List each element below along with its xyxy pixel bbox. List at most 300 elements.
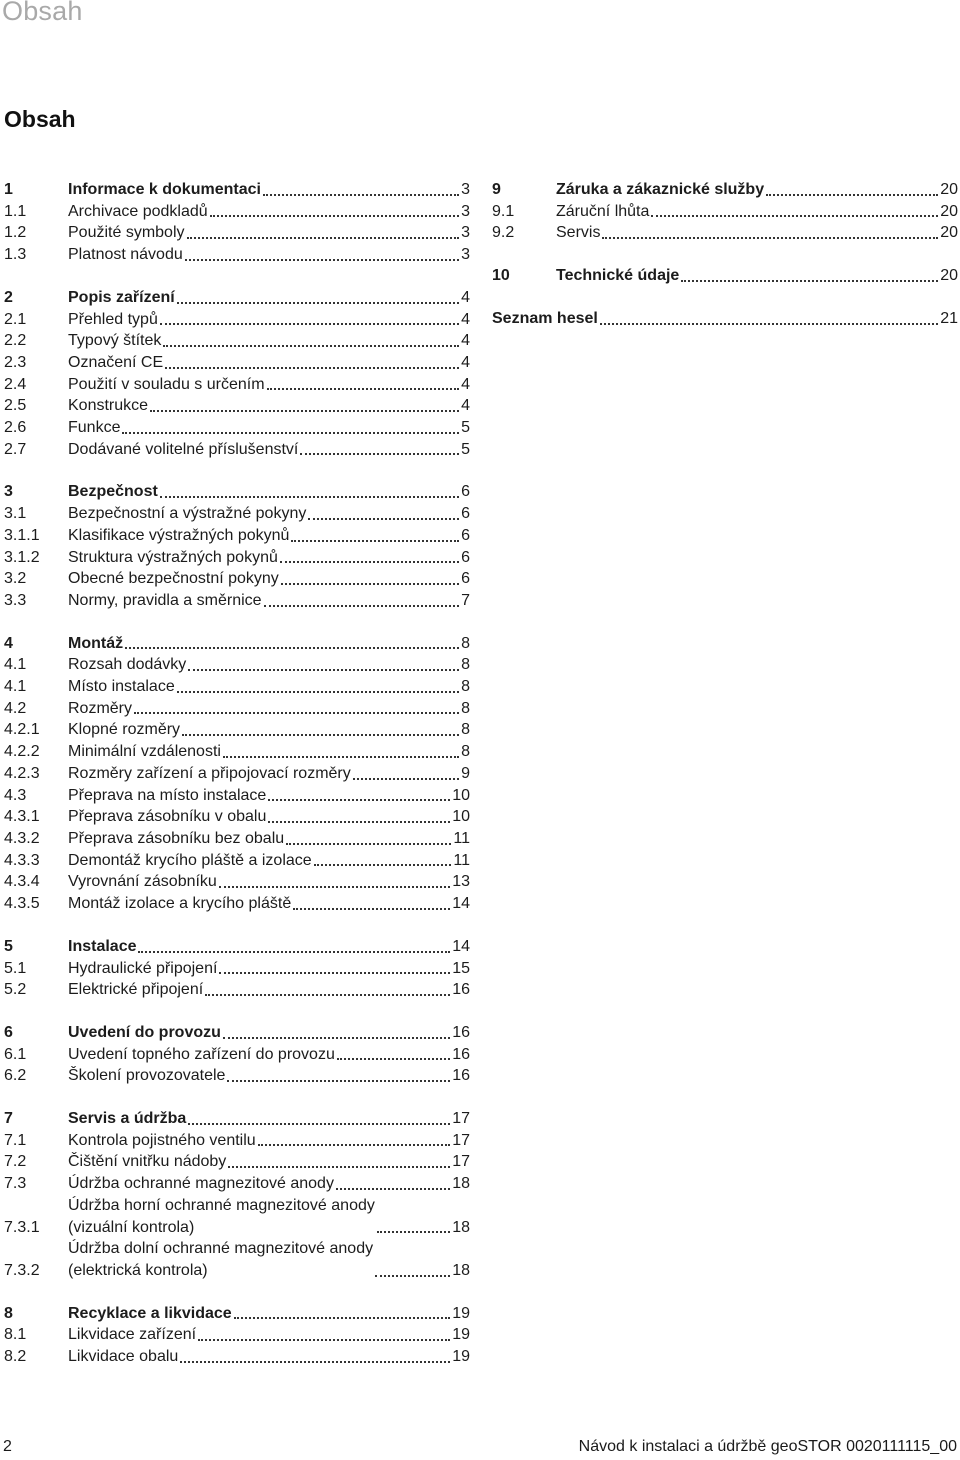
toc-page-number: 4 — [461, 288, 470, 306]
toc-entry[interactable] — [4, 1346, 470, 1368]
toc-chapter[interactable] — [492, 179, 958, 201]
toc-entry-text: Montáž — [68, 634, 124, 652]
toc-entry-text: Likvidace zařízení — [68, 1326, 197, 1344]
toc-page-number: 6 — [461, 505, 470, 523]
toc-entry-number: 2.5 — [4, 397, 27, 415]
toc-page-number: 20 — [940, 202, 958, 220]
toc-section — [4, 1022, 470, 1087]
toc-entry-label — [68, 525, 470, 547]
toc-entry-number: 2.6 — [4, 419, 27, 437]
toc-entry-number: 7.2 — [4, 1153, 27, 1171]
toc-entry[interactable] — [4, 439, 470, 461]
toc-entry-label — [68, 719, 470, 741]
toc-entry-number: 4.2.1 — [4, 721, 40, 739]
dot-leader — [187, 237, 460, 239]
toc-entry-label — [68, 1022, 470, 1044]
toc-entry-label — [68, 1130, 470, 1152]
toc-entry-number: 1.1 — [4, 202, 27, 220]
toc-page-number: 11 — [453, 851, 470, 869]
toc-entry-text: Technické údaje — [556, 267, 680, 285]
toc-entry-number: 1 — [4, 181, 13, 198]
toc-section — [4, 633, 470, 915]
toc-left-column — [4, 179, 470, 1389]
dot-leader — [268, 799, 450, 801]
toc-entry-label — [68, 590, 470, 612]
toc-entry[interactable] — [4, 222, 470, 244]
toc-entry[interactable] — [4, 201, 470, 223]
toc-entry-text: Normy, pravidla a směrnice — [68, 591, 262, 609]
toc-entry[interactable] — [4, 763, 470, 785]
dot-leader — [227, 1080, 450, 1082]
toc-entry-label — [68, 439, 470, 461]
toc-page-number: 8 — [461, 699, 470, 717]
toc-entry-number: 5.1 — [4, 959, 27, 977]
dot-leader — [188, 669, 459, 671]
toc-entry-text: Seznam hesel — [492, 309, 598, 327]
toc-page-number: 14 — [452, 937, 470, 955]
dot-leader — [219, 886, 450, 888]
toc-entry[interactable] — [4, 503, 470, 525]
toc-chapter[interactable] — [492, 308, 958, 330]
toc-entry-text: Označení CE — [68, 353, 164, 371]
dot-leader — [268, 821, 450, 823]
toc-entry[interactable] — [4, 568, 470, 590]
toc-entry-text: Záruční lhůta — [556, 202, 650, 220]
toc-entry-text: Klasifikace výstražných pokynů — [68, 526, 290, 544]
toc-page-number: 8 — [461, 656, 470, 674]
toc-entry-number: 7.3 — [4, 1175, 27, 1193]
toc-entry-text: Popis zařízení — [68, 288, 175, 306]
toc-entry-text: Klopné rozměry — [68, 721, 181, 739]
toc-entry[interactable] — [4, 1324, 470, 1346]
dot-leader — [219, 972, 450, 974]
toc-entry-number: 1.2 — [4, 224, 27, 242]
dot-leader — [205, 994, 450, 996]
toc-entry-text: Rozsah dodávky — [68, 656, 187, 674]
dot-leader — [234, 1317, 451, 1319]
toc-page-number: 5 — [461, 440, 470, 458]
toc-page-number: 3 — [461, 181, 470, 198]
toc-page-number: 18 — [452, 1261, 470, 1279]
toc-entry-number: 4.3.5 — [4, 895, 40, 913]
toc-entry-text: Údržba horní ochranné magnezitové anody (vizuální kontrola) — [68, 1196, 375, 1236]
toc-entry-label — [68, 568, 470, 590]
toc-page-number: 18 — [452, 1175, 470, 1193]
toc-entry-label — [68, 785, 470, 807]
toc-entry-text: Kontrola pojistného ventilu — [68, 1131, 256, 1149]
dot-leader — [314, 864, 452, 866]
toc-entry-number: 1.3 — [4, 246, 27, 264]
toc-entry-label — [68, 287, 470, 309]
toc-entry-label — [68, 503, 470, 525]
dot-leader — [228, 1166, 450, 1168]
toc-entry-number: 4.2.3 — [4, 764, 40, 782]
toc-entry-text: Přeprava na místo instalace — [68, 786, 267, 804]
toc-entry[interactable] — [4, 590, 470, 612]
toc-entry[interactable] — [4, 654, 470, 676]
dot-leader — [651, 215, 938, 217]
toc-entry-number: 4.3.3 — [4, 851, 40, 869]
toc-entry-label — [68, 201, 470, 223]
toc-entry-label — [68, 1324, 470, 1346]
toc-right-column — [492, 179, 958, 351]
toc-entry-text: Použití v souladu s určením — [68, 375, 265, 393]
toc-page-number: 17 — [452, 1110, 470, 1128]
dot-leader — [280, 561, 459, 563]
toc-page-number: 21 — [940, 309, 958, 327]
toc-entry-number: 3.2 — [4, 570, 27, 588]
toc-entry-text: Konstrukce — [68, 397, 149, 415]
toc-entry-label — [68, 936, 470, 958]
toc-entry[interactable] — [4, 698, 470, 720]
toc-section — [4, 936, 470, 1001]
toc-entry-number: 4.1 — [4, 678, 27, 696]
toc-entry[interactable] — [4, 417, 470, 439]
toc-entry-text: Typový štítek — [68, 332, 162, 350]
dot-leader — [291, 540, 459, 542]
toc-entry[interactable] — [4, 719, 470, 741]
toc-entry-number: 3.3 — [4, 591, 27, 609]
toc-entry-label — [68, 633, 470, 655]
toc-entry-text: Elektrické připojení — [68, 981, 204, 999]
toc-entry-number: 2.7 — [4, 440, 27, 458]
toc-entry[interactable] — [4, 547, 470, 569]
toc-entry[interactable] — [4, 525, 470, 547]
toc-entry-number: 3.1.1 — [4, 526, 40, 544]
dot-leader — [182, 734, 459, 736]
toc-entry-label — [68, 1346, 470, 1368]
toc-entry-label — [492, 308, 958, 330]
toc-entry-text: Archivace podkladů — [68, 202, 208, 220]
dot-leader — [160, 323, 459, 325]
dot-leader — [375, 1275, 450, 1277]
toc-entry-label — [68, 741, 470, 763]
toc-entry-text: Dodávané volitelné příslušenství — [68, 440, 299, 458]
dot-leader — [264, 605, 460, 607]
toc-entry[interactable] — [4, 828, 470, 850]
toc-page-number: 16 — [452, 981, 470, 999]
toc-entry-number: 6.2 — [4, 1067, 27, 1085]
toc-entry[interactable] — [4, 1238, 470, 1281]
toc-page-number: 10 — [452, 808, 470, 826]
toc-entry-label — [68, 698, 470, 720]
toc-entry-label — [68, 850, 470, 872]
toc-entry[interactable] — [4, 395, 470, 417]
toc-section — [492, 308, 958, 330]
toc-entry-number: 7.3.2 — [4, 1261, 40, 1279]
dot-leader — [267, 388, 460, 390]
toc-chapter[interactable] — [492, 265, 958, 287]
toc-section — [4, 481, 470, 611]
dot-leader — [766, 194, 938, 196]
toc-entry-text: Vyrovnání zásobníku — [68, 873, 217, 891]
toc-entry-number: 4.2.2 — [4, 743, 40, 761]
toc-chapter[interactable] — [4, 1108, 470, 1130]
toc-entry-label — [68, 309, 470, 331]
toc-entry-number: 3 — [4, 483, 13, 501]
toc-entry-label — [556, 179, 958, 201]
toc-page-number: 15 — [452, 959, 470, 977]
toc-page-number: 3 — [461, 224, 470, 242]
toc-page-number: 20 — [940, 181, 958, 198]
toc-chapter[interactable] — [4, 633, 470, 655]
dot-leader — [138, 951, 450, 953]
toc-entry[interactable] — [4, 850, 470, 872]
toc-entry-number: 9.2 — [492, 224, 515, 242]
toc-entry-text: Montáž izolace a krycího pláště — [68, 895, 292, 913]
toc-entry-text: Servis a údržba — [68, 1110, 187, 1128]
toc-entry[interactable] — [4, 374, 470, 396]
toc-entry[interactable] — [4, 330, 470, 352]
toc-entry-number: 7.1 — [4, 1131, 27, 1149]
toc-page-number: 6 — [461, 570, 470, 588]
dot-leader — [602, 237, 938, 239]
toc-section — [4, 1303, 470, 1368]
toc-entry-label — [68, 979, 470, 1001]
toc-entry-text: Záruka a zákaznické služby — [556, 181, 765, 198]
toc-entry-text: Recyklace a likvidace — [68, 1304, 232, 1322]
toc-entry-number: 4.3 — [4, 786, 27, 804]
dot-leader — [198, 1339, 450, 1341]
page-title: Obsah — [4, 106, 76, 132]
toc-page-number: 4 — [461, 353, 470, 371]
dot-leader — [163, 345, 459, 347]
toc-entry-number: 8.2 — [4, 1348, 27, 1366]
toc-section — [492, 265, 958, 287]
toc-entry[interactable] — [4, 352, 470, 374]
toc-page-number: 6 — [461, 548, 470, 566]
toc-entry-label — [68, 352, 470, 374]
toc-entry-number: 3.1.2 — [4, 548, 40, 566]
dot-leader — [308, 518, 459, 520]
toc-entry-text: Údržba dolní ochranné magnezitové anody (elektrická kontrola) — [68, 1240, 374, 1279]
toc-entry-text: Rozměry zařízení a připojovací rozměry — [68, 764, 351, 782]
toc-entry-label — [68, 763, 470, 785]
toc-entry-number: 8 — [4, 1304, 13, 1322]
toc-entry-number: 4.1 — [4, 656, 27, 674]
dot-leader — [180, 1361, 450, 1363]
toc-entry-number: 2.4 — [4, 375, 27, 393]
toc-entry-text: Místo instalace — [68, 678, 175, 696]
toc-entry-label — [68, 417, 470, 439]
toc-page-number: 17 — [452, 1131, 470, 1149]
toc-entry-text: Likvidace obalu — [68, 1348, 179, 1366]
toc-entry[interactable] — [4, 1065, 470, 1087]
toc-entry-number: 6.1 — [4, 1045, 27, 1063]
toc-entry-label — [68, 806, 470, 828]
toc-entry[interactable] — [4, 244, 470, 266]
toc-entry-number: 7.3.1 — [4, 1218, 40, 1236]
toc-entry[interactable] — [4, 741, 470, 763]
toc-entry[interactable] — [4, 806, 470, 828]
toc-entry[interactable] — [492, 201, 958, 223]
dot-leader — [258, 1144, 451, 1146]
toc-entry-text: Struktura výstražných pokynů — [68, 548, 278, 566]
toc-entry[interactable] — [4, 1195, 470, 1238]
toc-entry-text: Čištění vnitřku nádoby — [68, 1153, 227, 1171]
toc-entry-label — [68, 1173, 470, 1195]
dot-leader — [286, 843, 451, 845]
dot-leader — [281, 583, 459, 585]
toc-entry-number: 2.3 — [4, 353, 27, 371]
toc-entry-text: Školení provozovatele — [68, 1067, 226, 1085]
toc-entry-label — [68, 1238, 470, 1281]
toc-entry-label — [68, 1151, 470, 1173]
toc-section — [4, 1108, 470, 1282]
dot-leader — [600, 323, 938, 325]
toc-entry[interactable] — [4, 893, 470, 915]
toc-page-number: 8 — [461, 721, 470, 739]
toc-page-number: 19 — [452, 1348, 470, 1366]
toc-entry-label — [68, 958, 470, 980]
dot-leader — [150, 410, 459, 412]
dot-leader — [160, 496, 459, 498]
toc-entry[interactable] — [4, 979, 470, 1001]
toc-entry-text: Rozměry — [68, 699, 133, 717]
dot-leader — [177, 691, 459, 693]
toc-entry-label — [68, 481, 470, 503]
toc-entry-text: Přeprava zásobníku bez obalu — [68, 829, 285, 847]
toc-entry-label — [68, 179, 470, 201]
toc-entry-text: Přehled typů — [68, 310, 158, 328]
toc-entry-text: Bezpečnostní a výstražné pokyny — [68, 505, 307, 523]
toc-page-number: 8 — [461, 634, 470, 652]
toc-entry[interactable] — [4, 1151, 470, 1173]
toc-entry[interactable] — [4, 871, 470, 893]
toc-entry[interactable] — [4, 676, 470, 698]
toc-entry-number: 9.1 — [492, 202, 515, 220]
dot-leader — [177, 302, 459, 304]
dot-leader — [293, 908, 450, 910]
toc-page-number: 18 — [452, 1218, 470, 1236]
toc-chapter[interactable] — [4, 179, 470, 201]
toc-page-number: 14 — [452, 895, 470, 913]
toc-page-number: 5 — [461, 419, 470, 437]
running-header: Obsah — [2, 0, 83, 26]
dot-leader — [223, 756, 459, 758]
dot-leader — [336, 1188, 450, 1190]
toc-entry-text: Údržba ochranné magnezitové anody — [68, 1175, 334, 1193]
toc-page-number: 16 — [452, 1067, 470, 1085]
toc-page-number: 16 — [452, 1045, 470, 1063]
toc-entry-number: 9 — [492, 181, 501, 198]
dot-leader — [165, 367, 459, 369]
toc-page-number: 4 — [461, 397, 470, 415]
toc-page-number: 3 — [461, 246, 470, 264]
toc-entry-label — [68, 1108, 470, 1130]
toc-entry-label — [68, 828, 470, 850]
toc-entry-number: 4.3.4 — [4, 873, 40, 891]
toc-entry-number: 4.3.1 — [4, 808, 40, 826]
dot-leader — [377, 1231, 450, 1233]
toc-entry-label — [68, 330, 470, 352]
dot-leader — [210, 215, 459, 217]
toc-entry-label — [556, 201, 958, 223]
toc-chapter[interactable] — [4, 1303, 470, 1325]
toc-entry-text: Informace k dokumentaci — [68, 181, 261, 198]
toc-entry-label — [68, 871, 470, 893]
toc-page-number: 20 — [940, 267, 958, 285]
toc-entry-text: Uvedení do provozu — [68, 1023, 221, 1041]
toc-page-number: 6 — [461, 483, 470, 501]
toc-entry-text: Bezpečnost — [68, 483, 158, 501]
toc-entry-text: Přeprava zásobníku v obalu — [68, 808, 267, 826]
toc-entry-label — [68, 547, 470, 569]
dot-leader — [337, 1058, 450, 1060]
toc-entry-text: Uvedení topného zařízení do provozu — [68, 1045, 335, 1063]
dot-leader — [223, 1037, 450, 1039]
toc-entry[interactable] — [4, 785, 470, 807]
toc-page-number: 16 — [452, 1023, 470, 1041]
toc-page-number: 8 — [461, 743, 470, 761]
toc-page-number: 8 — [461, 678, 470, 696]
toc-entry-number: 7 — [4, 1110, 13, 1128]
toc-section — [492, 179, 958, 244]
toc-entry-text: Platnost návodu — [68, 246, 183, 264]
toc-entry-label — [556, 222, 958, 244]
toc-chapter[interactable] — [4, 936, 470, 958]
toc-entry-label — [68, 1044, 470, 1066]
toc-entry[interactable] — [492, 222, 958, 244]
toc-section — [4, 287, 470, 461]
toc-entry-label — [68, 654, 470, 676]
toc-chapter[interactable] — [4, 1022, 470, 1044]
toc-chapter[interactable] — [4, 287, 470, 309]
toc-entry[interactable] — [4, 1044, 470, 1066]
toc-page-number: 11 — [453, 829, 470, 847]
toc-entry-text: Funkce — [68, 419, 121, 437]
toc-page-number: 19 — [452, 1326, 470, 1344]
toc-entry-number: 4.2 — [4, 699, 27, 717]
toc-entry[interactable] — [4, 309, 470, 331]
dot-leader — [300, 453, 459, 455]
toc-entry-label — [68, 244, 470, 266]
toc-entry-number: 4.3.2 — [4, 829, 40, 847]
toc-page-number: 19 — [452, 1304, 470, 1322]
dot-leader — [134, 712, 459, 714]
toc-entry-label — [68, 374, 470, 396]
toc-entry-number: 5.2 — [4, 981, 27, 999]
toc-page-number: 9 — [461, 764, 470, 782]
toc-entry[interactable] — [4, 1130, 470, 1152]
toc-entry-number: 3.1 — [4, 505, 27, 523]
toc-entry-number: 4 — [4, 634, 13, 652]
toc-entry-label — [68, 893, 470, 915]
toc-page-number: 4 — [461, 375, 470, 393]
toc-page-number: 20 — [940, 224, 958, 242]
toc-entry-label — [556, 265, 958, 287]
toc-entry[interactable] — [4, 958, 470, 980]
toc-entry-label — [68, 222, 470, 244]
toc-entry-number: 2.1 — [4, 310, 27, 328]
dot-leader — [263, 194, 459, 196]
toc-entry-number: 2 — [4, 288, 13, 306]
toc-entry-text: Servis — [556, 224, 601, 242]
toc-entry-text: Hydraulické připojení — [68, 959, 218, 977]
toc-entry-number: 6 — [4, 1023, 13, 1041]
toc-entry-text: Použité symboly — [68, 224, 185, 242]
toc-entry-number: 5 — [4, 937, 13, 955]
toc-entry[interactable] — [4, 1173, 470, 1195]
toc-entry-label — [68, 676, 470, 698]
toc-page-number: 13 — [452, 873, 470, 891]
dot-leader — [122, 432, 459, 434]
toc-entry-label — [68, 1065, 470, 1087]
toc-entry-number: 2.2 — [4, 332, 27, 350]
toc-page-number: 4 — [461, 332, 470, 350]
toc-chapter[interactable] — [4, 481, 470, 503]
footer-doc-title: Návod k instalaci a údržbě geoSTOR 0020111115_00 — [578, 1438, 957, 1455]
